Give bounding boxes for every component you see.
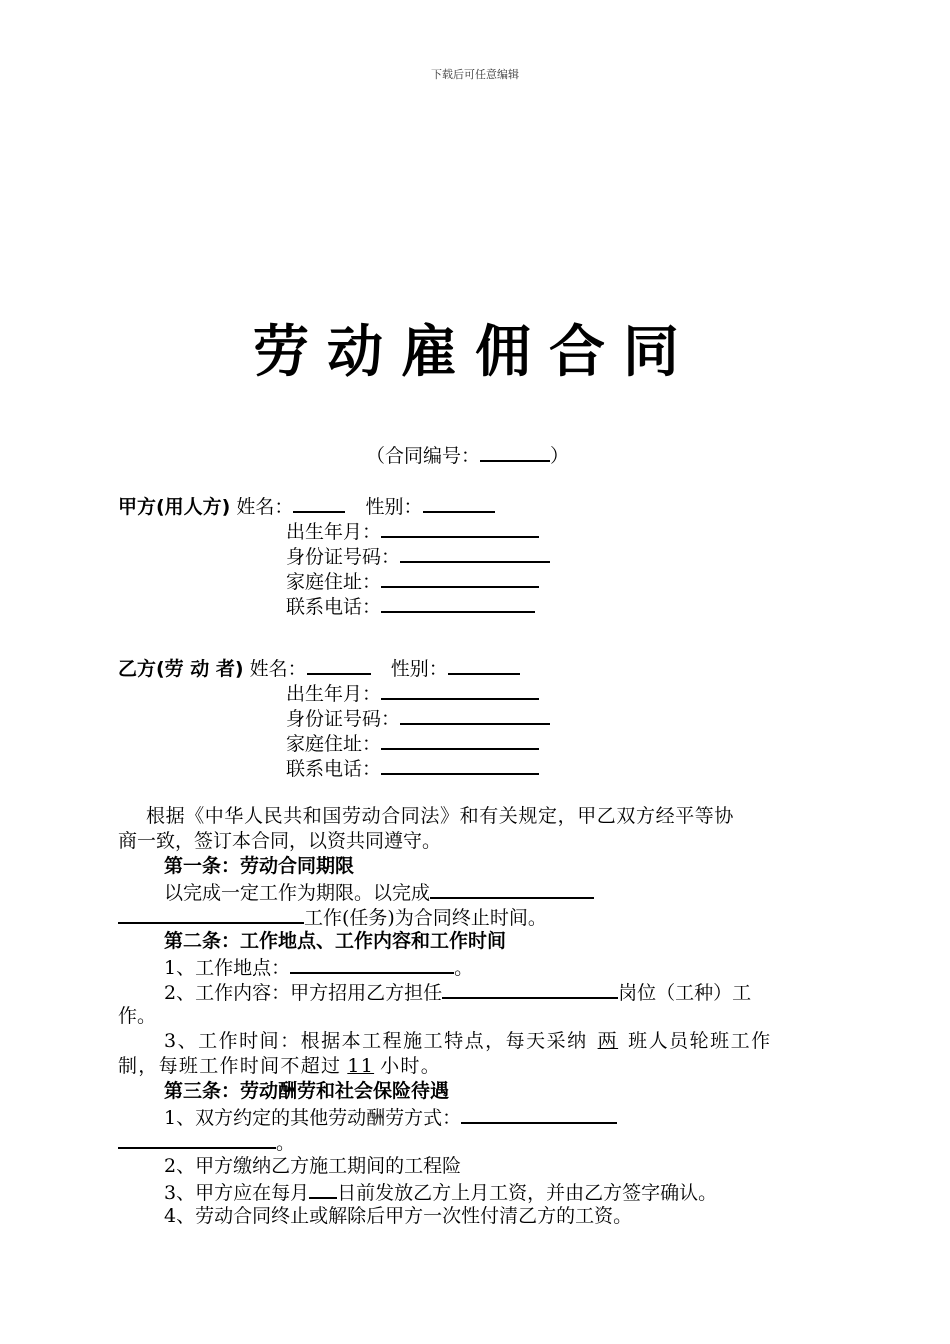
- max-hours: 11: [347, 1055, 375, 1077]
- work-time-text-c: 制，每班工作时间不超过: [118, 1055, 342, 1077]
- pay-day-text-a: 3、甲方应在每月: [164, 1182, 310, 1204]
- pay-method-blank-2[interactable]: [118, 1129, 276, 1149]
- party-b-gender-blank[interactable]: [448, 655, 520, 675]
- party-a-birth-row: [286, 518, 539, 545]
- article-3-item-4: 4、劳动合同终止或解除后甲方一次性付清乙方的工资。: [164, 1205, 633, 1227]
- party-b-phone-label: 联系电话：: [286, 758, 382, 780]
- contract-number-close: ）: [550, 445, 570, 467]
- shift-count: 两: [597, 1030, 619, 1052]
- article-3-heading: 第三条：劳动酬劳和社会保险待遇: [164, 1080, 450, 1102]
- work-location-label: 1、工作地点：: [164, 957, 291, 979]
- article-2-item-3: [164, 1029, 772, 1054]
- party-b-birth-label: 出生年月：: [286, 683, 382, 705]
- position-blank[interactable]: [442, 979, 618, 999]
- pay-method-blank-1[interactable]: [461, 1104, 617, 1124]
- party-a-row: [118, 493, 495, 520]
- intro-line-2: 商一致，签订本合同，以资共同遵守。: [118, 830, 442, 852]
- work-time-text-a: 3、工作时间：根据本工程施工特点，每天采纳: [164, 1030, 588, 1052]
- article-3-item-1-cont: [118, 1129, 295, 1156]
- article-2-item-1: [164, 954, 473, 981]
- party-a-address-label: 家庭住址：: [286, 571, 382, 593]
- party-b-id-label: 身份证号码：: [286, 708, 401, 730]
- party-b-row: [118, 655, 520, 682]
- work-location-end: 。: [454, 957, 474, 979]
- party-a-id-label: 身份证号码：: [286, 546, 401, 568]
- party-a-phone-label: 联系电话：: [286, 596, 382, 618]
- article-1-line-1: [164, 879, 594, 906]
- article-1-text-a: 以完成一定工作为期限。以完成: [164, 882, 431, 904]
- pay-method-end: 。: [276, 1132, 296, 1154]
- document-title: 劳动雇佣合同: [253, 320, 697, 385]
- work-time-text-d: 小时。: [380, 1055, 441, 1077]
- party-a-address-blank[interactable]: [381, 568, 539, 588]
- party-b-address-blank[interactable]: [381, 730, 539, 750]
- article-2-item-2-cont: 作。: [118, 1005, 157, 1027]
- article-3-item-3: [164, 1179, 717, 1206]
- article-1-line-2: [118, 904, 547, 931]
- pay-day-blank[interactable]: [309, 1179, 337, 1199]
- party-b-address-label: 家庭住址：: [286, 733, 382, 755]
- party-b-phone-row: [286, 755, 539, 782]
- article-3-item-2: 2、甲方缴纳乙方施工期间的工程险: [164, 1155, 462, 1177]
- party-b-phone-blank[interactable]: [381, 755, 539, 775]
- party-a-birth-label: 出生年月：: [286, 521, 382, 543]
- pay-method-label: 1、双方约定的其他劳动酬劳方式：: [164, 1107, 462, 1129]
- task-blank-2[interactable]: [118, 904, 304, 924]
- party-b-birth-row: [286, 680, 539, 707]
- article-1-heading: 第一条：劳动合同期限: [164, 855, 355, 877]
- party-b-address-row: [286, 730, 539, 757]
- pay-day-text-b: 日前发放乙方上月工资，并由乙方签字确认。: [337, 1182, 718, 1204]
- article-2-heading: 第二条：工作地点、工作内容和工作时间: [164, 930, 507, 952]
- party-a-id-row: [286, 543, 550, 570]
- contract-number-blank[interactable]: [480, 442, 550, 462]
- work-content-text: 岗位（工种）工: [618, 982, 752, 1004]
- party-b-name-blank[interactable]: [307, 655, 371, 675]
- party-a-name-blank[interactable]: [293, 493, 345, 513]
- party-a-name-label: 姓名：: [236, 496, 294, 518]
- article-2-item-3-cont: [118, 1054, 441, 1079]
- download-note: 下载后可任意编辑: [431, 68, 519, 81]
- party-b-birth-blank[interactable]: [381, 680, 539, 700]
- party-b-id-row: [286, 705, 550, 732]
- contract-number: [366, 442, 569, 469]
- work-content-label: 2、工作内容：甲方招用乙方担任: [164, 982, 443, 1004]
- party-a-address-row: [286, 568, 539, 595]
- party-a-gender-blank[interactable]: [423, 493, 495, 513]
- party-a-gender-label: 性别：: [365, 496, 423, 518]
- task-blank-1[interactable]: [430, 879, 594, 899]
- work-location-blank[interactable]: [290, 954, 454, 974]
- party-a-phone-row: [286, 593, 535, 620]
- party-a-birth-blank[interactable]: [381, 518, 539, 538]
- party-a-phone-blank[interactable]: [381, 593, 535, 613]
- article-1-text-b: 工作(任务)为合同终止时间。: [304, 907, 547, 929]
- work-time-text-b: 班人员轮班工作: [628, 1030, 772, 1052]
- party-b-name-label: 姓名：: [249, 658, 307, 680]
- intro-line-1: 根据《中华人民共和国劳动合同法》和有关规定，甲乙双方经平等协: [146, 805, 735, 827]
- article-2-item-2: [164, 979, 832, 1006]
- party-a-label: 甲方(用人方): [118, 496, 231, 518]
- party-b-label: 乙方(劳 动 者): [118, 658, 244, 680]
- party-b-id-blank[interactable]: [400, 705, 550, 725]
- party-b-gender-label: 性别：: [390, 658, 448, 680]
- party-a-id-blank[interactable]: [400, 543, 550, 563]
- contract-number-open: （合同编号：: [366, 445, 481, 467]
- article-3-item-1: [164, 1104, 617, 1131]
